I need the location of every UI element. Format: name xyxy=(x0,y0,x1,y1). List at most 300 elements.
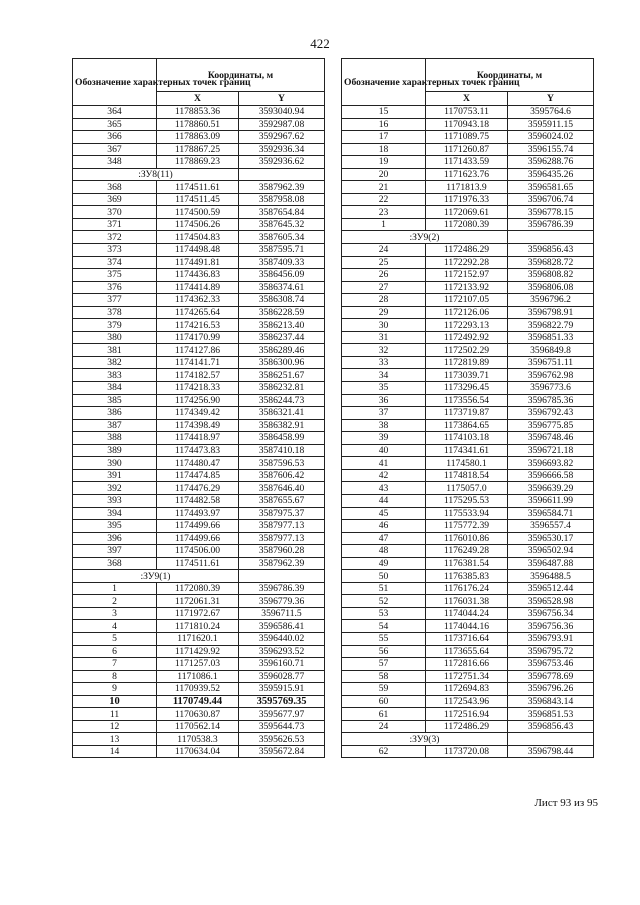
point-number-cell: 43 xyxy=(342,482,426,495)
x-coordinate-cell: 1174436.83 xyxy=(157,269,239,282)
point-number-cell: 46 xyxy=(342,520,426,533)
table-row xyxy=(73,306,325,319)
y-coordinate-cell: 3596792.43 xyxy=(508,407,594,420)
y-coordinate-cell: 3596293.52 xyxy=(239,645,325,658)
x-coordinate-cell: 1174216.53 xyxy=(157,319,239,332)
y-coordinate-cell: 3586289.46 xyxy=(239,344,325,357)
point-number-cell: 5 xyxy=(73,632,157,645)
x-coordinate-cell: 1178863.09 xyxy=(157,131,239,144)
point-number-cell: 24 xyxy=(342,720,426,733)
page-number: 422 xyxy=(310,36,330,51)
header-designation: Обозначение характерных точек границ xyxy=(73,59,157,106)
point-number-cell: 13 xyxy=(73,733,157,746)
table-row xyxy=(342,394,594,407)
table-row xyxy=(73,419,325,432)
table-row xyxy=(342,658,594,671)
point-number-cell: 348 xyxy=(73,156,157,169)
x-coordinate-cell: 1173296.45 xyxy=(426,382,508,395)
y-coordinate-cell: 3587654.84 xyxy=(239,206,325,219)
y-coordinate-cell: 3586237.44 xyxy=(239,331,325,344)
y-coordinate-cell: 3586458.99 xyxy=(239,432,325,445)
y-coordinate-cell: 3596693.82 xyxy=(508,457,594,470)
table-row xyxy=(342,319,594,332)
point-number-cell: 10 xyxy=(73,695,157,708)
coordinates-table-right xyxy=(341,58,594,758)
x-coordinate-cell: 1176031.38 xyxy=(426,595,508,608)
point-number-cell: 366 xyxy=(73,131,157,144)
table-row xyxy=(342,218,594,231)
x-coordinate-cell: 1174170.99 xyxy=(157,331,239,344)
x-coordinate-cell: 1174506.26 xyxy=(157,218,239,231)
header-coordinates: Координаты, м xyxy=(426,59,594,92)
table-row xyxy=(342,745,594,758)
y-coordinate-cell: 3587975.37 xyxy=(239,507,325,520)
point-number-cell: 390 xyxy=(73,457,157,470)
table-row xyxy=(73,658,325,671)
y-coordinate-cell: 3587962.39 xyxy=(239,557,325,570)
y-coordinate-cell: 3592936.62 xyxy=(239,156,325,169)
x-coordinate-cell: 1173719.87 xyxy=(426,407,508,420)
table-row xyxy=(342,482,594,495)
point-number-cell: 14 xyxy=(73,745,157,758)
table-row xyxy=(73,482,325,495)
point-number-cell: 382 xyxy=(73,356,157,369)
point-number-cell: 31 xyxy=(342,331,426,344)
y-coordinate-cell: 3596155.74 xyxy=(508,143,594,156)
table-row xyxy=(73,469,325,482)
table-row xyxy=(73,394,325,407)
point-number-cell: 42 xyxy=(342,469,426,482)
x-coordinate-cell: 1175772.39 xyxy=(426,520,508,533)
y-coordinate-cell: 3596806.08 xyxy=(508,281,594,294)
x-coordinate-cell: 1174414.89 xyxy=(157,281,239,294)
point-number-cell: 28 xyxy=(342,294,426,307)
table-row xyxy=(342,106,594,119)
x-coordinate-cell: 1174511.61 xyxy=(157,181,239,194)
table-row xyxy=(73,507,325,520)
point-number-cell: 374 xyxy=(73,256,157,269)
x-coordinate-cell: 1172694.83 xyxy=(426,683,508,696)
table-row xyxy=(342,595,594,608)
x-coordinate-cell: 1172126.06 xyxy=(426,306,508,319)
x-coordinate-cell: 1174473.83 xyxy=(157,444,239,457)
table-row xyxy=(73,369,325,382)
point-number-cell: 365 xyxy=(73,118,157,131)
point-number-cell: 22 xyxy=(342,193,426,206)
point-number-cell: 396 xyxy=(73,532,157,545)
x-coordinate-cell: 1172069.61 xyxy=(426,206,508,219)
y-coordinate-cell: 3596849.8 xyxy=(508,344,594,357)
table-row xyxy=(73,106,325,119)
x-coordinate-cell: 1171257.03 xyxy=(157,658,239,671)
x-coordinate-cell: 1175057.0 xyxy=(426,482,508,495)
point-number-cell: 58 xyxy=(342,670,426,683)
y-coordinate-cell: 3586213.40 xyxy=(239,319,325,332)
zone-label: :ЗУ8(11) xyxy=(73,168,239,181)
y-coordinate-cell: 3596488.5 xyxy=(508,570,594,583)
x-coordinate-cell: 1170943.18 xyxy=(426,118,508,131)
table-row xyxy=(342,356,594,369)
x-coordinate-cell: 1173716.64 xyxy=(426,632,508,645)
x-coordinate-cell: 1172516.94 xyxy=(426,708,508,721)
x-coordinate-cell: 1174265.64 xyxy=(157,306,239,319)
x-coordinate-cell: 1171086.1 xyxy=(157,670,239,683)
table-row xyxy=(342,444,594,457)
x-coordinate-cell: 1178869.23 xyxy=(157,156,239,169)
table-row xyxy=(342,382,594,395)
table-row xyxy=(73,620,325,633)
x-coordinate-cell: 1174341.61 xyxy=(426,444,508,457)
x-coordinate-cell: 1175295.53 xyxy=(426,494,508,507)
table-row xyxy=(73,407,325,420)
point-number-cell: 62 xyxy=(342,745,426,758)
table-row xyxy=(342,344,594,357)
x-coordinate-cell: 1173556.54 xyxy=(426,394,508,407)
y-coordinate-cell: 3592936.34 xyxy=(239,143,325,156)
x-coordinate-cell: 1172492.92 xyxy=(426,331,508,344)
y-coordinate-cell: 3596435.26 xyxy=(508,168,594,181)
point-number-cell: 3 xyxy=(73,607,157,620)
x-coordinate-cell: 1176176.24 xyxy=(426,582,508,595)
x-coordinate-cell: 1172816.66 xyxy=(426,658,508,671)
point-number-cell: 394 xyxy=(73,507,157,520)
y-coordinate-cell: 3596748.46 xyxy=(508,432,594,445)
y-coordinate-cell: 3596856.43 xyxy=(508,244,594,257)
table-body-right xyxy=(342,106,594,758)
table-row xyxy=(73,319,325,332)
point-number-cell: 370 xyxy=(73,206,157,219)
point-number-cell: 37 xyxy=(342,407,426,420)
x-coordinate-cell: 1172502.29 xyxy=(426,344,508,357)
point-number-cell: 4 xyxy=(73,620,157,633)
x-coordinate-cell: 1174493.97 xyxy=(157,507,239,520)
point-number-cell: 377 xyxy=(73,294,157,307)
point-number-cell: 373 xyxy=(73,244,157,257)
point-number-cell: 20 xyxy=(342,168,426,181)
x-coordinate-cell: 1174480.47 xyxy=(157,457,239,470)
point-number-cell: 391 xyxy=(73,469,157,482)
point-number-cell: 33 xyxy=(342,356,426,369)
y-coordinate-cell: 3587958.08 xyxy=(239,193,325,206)
table-row xyxy=(342,557,594,570)
point-number-cell: 56 xyxy=(342,645,426,658)
table-row xyxy=(73,607,325,620)
x-coordinate-cell: 1178853.36 xyxy=(157,106,239,119)
x-coordinate-cell: 1174044.24 xyxy=(426,607,508,620)
y-coordinate-cell: 3592987.08 xyxy=(239,118,325,131)
y-coordinate-cell: 3595915.91 xyxy=(239,683,325,696)
x-coordinate-cell: 1174103.18 xyxy=(426,432,508,445)
table-row xyxy=(342,206,594,219)
y-coordinate-cell: 3595644.73 xyxy=(239,720,325,733)
x-coordinate-cell: 1170749.44 xyxy=(157,695,239,708)
x-coordinate-cell: 1174499.66 xyxy=(157,532,239,545)
table-row xyxy=(73,557,325,570)
x-coordinate-cell: 1172061.31 xyxy=(157,595,239,608)
x-coordinate-cell: 1171813.9 xyxy=(426,181,508,194)
y-coordinate-cell: 3595672.84 xyxy=(239,745,325,758)
y-coordinate-cell: 3596808.82 xyxy=(508,269,594,282)
y-coordinate-cell: 3596512.44 xyxy=(508,582,594,595)
y-coordinate-cell: 3596528.98 xyxy=(508,595,594,608)
point-number-cell: 379 xyxy=(73,319,157,332)
y-coordinate-cell: 3596502.94 xyxy=(508,545,594,558)
point-number-cell: 2 xyxy=(73,595,157,608)
x-coordinate-cell: 1173864.65 xyxy=(426,419,508,432)
point-number-cell: 385 xyxy=(73,394,157,407)
y-coordinate-cell: 3596793.91 xyxy=(508,632,594,645)
y-coordinate-cell: 3596160.71 xyxy=(239,658,325,671)
point-number-cell: 27 xyxy=(342,281,426,294)
x-coordinate-cell: 1174506.00 xyxy=(157,545,239,558)
y-coordinate-cell: 3596611.99 xyxy=(508,494,594,507)
point-number-cell: 24 xyxy=(342,244,426,257)
x-coordinate-cell: 1171972.67 xyxy=(157,607,239,620)
y-coordinate-cell: 3596785.36 xyxy=(508,394,594,407)
x-coordinate-cell: 1174398.49 xyxy=(157,419,239,432)
table-row xyxy=(342,469,594,482)
x-coordinate-cell: 1174141.71 xyxy=(157,356,239,369)
table-row xyxy=(342,281,594,294)
x-coordinate-cell: 1172293.13 xyxy=(426,319,508,332)
point-number-cell: 375 xyxy=(73,269,157,282)
table-row xyxy=(342,369,594,382)
table-row xyxy=(342,607,594,620)
table-row xyxy=(342,683,594,696)
y-coordinate-cell: 3596828.72 xyxy=(508,256,594,269)
y-coordinate-cell: 3596440.02 xyxy=(239,632,325,645)
x-coordinate-cell: 1174256.90 xyxy=(157,394,239,407)
x-coordinate-cell: 1171429.92 xyxy=(157,645,239,658)
table-row xyxy=(73,269,325,282)
y-coordinate-cell: 3587646.40 xyxy=(239,482,325,495)
point-number-cell: 61 xyxy=(342,708,426,721)
x-coordinate-cell: 1172107.05 xyxy=(426,294,508,307)
point-number-cell: 380 xyxy=(73,331,157,344)
x-coordinate-cell: 1176381.54 xyxy=(426,557,508,570)
table-row xyxy=(73,582,325,595)
table-row xyxy=(342,457,594,470)
y-coordinate-cell: 3596751.11 xyxy=(508,356,594,369)
table-row xyxy=(73,695,325,708)
table-row xyxy=(73,670,325,683)
x-coordinate-cell: 1170753.11 xyxy=(426,106,508,119)
table-row xyxy=(73,745,325,758)
y-coordinate-cell: 3596786.39 xyxy=(239,582,325,595)
x-coordinate-cell: 1174499.66 xyxy=(157,520,239,533)
zone-label: :ЗУ9(1) xyxy=(73,570,239,583)
x-coordinate-cell: 1171976.33 xyxy=(426,193,508,206)
header-designation: Обозначение характерных точек границ xyxy=(342,59,426,106)
x-coordinate-cell: 1170630.87 xyxy=(157,708,239,721)
y-coordinate-cell: 3596581.65 xyxy=(508,181,594,194)
y-coordinate-cell: 3596530.17 xyxy=(508,532,594,545)
x-coordinate-cell: 1174218.33 xyxy=(157,382,239,395)
table-row xyxy=(73,131,325,144)
zone-label: :ЗУ9(3) xyxy=(342,733,508,746)
point-number-cell: 52 xyxy=(342,595,426,608)
y-coordinate-cell: 3596775.85 xyxy=(508,419,594,432)
x-coordinate-cell: 1171620.1 xyxy=(157,632,239,645)
table-row xyxy=(73,532,325,545)
table-row xyxy=(73,708,325,721)
y-coordinate-cell: 3586300.96 xyxy=(239,356,325,369)
x-coordinate-cell: 1170634.04 xyxy=(157,745,239,758)
table-row xyxy=(342,131,594,144)
point-number-cell: 369 xyxy=(73,193,157,206)
table-row xyxy=(342,545,594,558)
x-coordinate-cell: 1174504.83 xyxy=(157,231,239,244)
y-coordinate-cell: 3586228.59 xyxy=(239,306,325,319)
y-coordinate-cell: 3596584.71 xyxy=(508,507,594,520)
y-coordinate-cell: 3587606.42 xyxy=(239,469,325,482)
y-coordinate-cell: 3595626.53 xyxy=(239,733,325,746)
point-number-cell: 45 xyxy=(342,507,426,520)
empty-cell xyxy=(239,570,325,583)
y-coordinate-cell: 3595764.6 xyxy=(508,106,594,119)
y-coordinate-cell: 3596796.2 xyxy=(508,294,594,307)
zone-row xyxy=(342,733,594,746)
header-y: Y xyxy=(508,92,594,106)
table-row xyxy=(73,494,325,507)
point-number-cell: 53 xyxy=(342,607,426,620)
y-coordinate-cell: 3596721.18 xyxy=(508,444,594,457)
x-coordinate-cell: 1171810.24 xyxy=(157,620,239,633)
x-coordinate-cell: 1171623.76 xyxy=(426,168,508,181)
point-number-cell: 59 xyxy=(342,683,426,696)
y-coordinate-cell: 3587410.18 xyxy=(239,444,325,457)
x-coordinate-cell: 1173720.08 xyxy=(426,745,508,758)
point-number-cell: 367 xyxy=(73,143,157,156)
point-number-cell: 34 xyxy=(342,369,426,382)
table-row xyxy=(73,382,325,395)
point-number-cell: 372 xyxy=(73,231,157,244)
table-row xyxy=(342,156,594,169)
header-x: X xyxy=(157,92,239,106)
y-coordinate-cell: 3596024.02 xyxy=(508,131,594,144)
y-coordinate-cell: 3587977.13 xyxy=(239,532,325,545)
y-coordinate-cell: 3596773.6 xyxy=(508,382,594,395)
x-coordinate-cell: 1172133.92 xyxy=(426,281,508,294)
y-coordinate-cell: 3596756.36 xyxy=(508,620,594,633)
y-coordinate-cell: 3596666.58 xyxy=(508,469,594,482)
y-coordinate-cell: 3596851.53 xyxy=(508,708,594,721)
y-coordinate-cell: 3596798.44 xyxy=(508,745,594,758)
point-number-cell: 44 xyxy=(342,494,426,507)
point-number-cell: 25 xyxy=(342,256,426,269)
y-coordinate-cell: 3596786.39 xyxy=(508,218,594,231)
x-coordinate-cell: 1174182.57 xyxy=(157,369,239,382)
table-row xyxy=(342,306,594,319)
y-coordinate-cell: 3596639.29 xyxy=(508,482,594,495)
x-coordinate-cell: 1172292.28 xyxy=(426,256,508,269)
table-row xyxy=(342,670,594,683)
table-row xyxy=(73,331,325,344)
x-coordinate-cell: 1174418.97 xyxy=(157,432,239,445)
x-coordinate-cell: 1176010.86 xyxy=(426,532,508,545)
point-number-cell: 18 xyxy=(342,143,426,156)
header-coordinates: Координаты, м xyxy=(157,59,325,92)
y-coordinate-cell: 3596796.26 xyxy=(508,683,594,696)
y-coordinate-cell: 3586374.61 xyxy=(239,281,325,294)
y-coordinate-cell: 3596843.14 xyxy=(508,695,594,708)
zone-row xyxy=(342,231,594,244)
point-number-cell: 38 xyxy=(342,419,426,432)
table-row xyxy=(342,582,594,595)
table-row xyxy=(73,733,325,746)
x-coordinate-cell: 1172486.29 xyxy=(426,244,508,257)
y-coordinate-cell: 3596822.79 xyxy=(508,319,594,332)
y-coordinate-cell: 3596753.46 xyxy=(508,658,594,671)
point-number-cell: 376 xyxy=(73,281,157,294)
table-row xyxy=(73,444,325,457)
y-coordinate-cell: 3595769.35 xyxy=(239,695,325,708)
table-row xyxy=(73,206,325,219)
table-row xyxy=(73,256,325,269)
table-row xyxy=(342,620,594,633)
point-number-cell: 393 xyxy=(73,494,157,507)
x-coordinate-cell: 1174482.58 xyxy=(157,494,239,507)
y-coordinate-cell: 3586251.67 xyxy=(239,369,325,382)
table-row xyxy=(342,532,594,545)
point-number-cell: 17 xyxy=(342,131,426,144)
x-coordinate-cell: 1174500.59 xyxy=(157,206,239,219)
table-row xyxy=(342,256,594,269)
table-row xyxy=(342,494,594,507)
point-number-cell: 383 xyxy=(73,369,157,382)
table-row xyxy=(73,457,325,470)
point-number-cell: 8 xyxy=(73,670,157,683)
table-row xyxy=(73,294,325,307)
y-coordinate-cell: 3586232.81 xyxy=(239,382,325,395)
table-row xyxy=(342,407,594,420)
x-coordinate-cell: 1174127.86 xyxy=(157,344,239,357)
y-coordinate-cell: 3596798.91 xyxy=(508,306,594,319)
x-coordinate-cell: 1172152.97 xyxy=(426,269,508,282)
point-number-cell: 388 xyxy=(73,432,157,445)
point-number-cell: 11 xyxy=(73,708,157,721)
table-row xyxy=(342,244,594,257)
point-number-cell: 60 xyxy=(342,695,426,708)
point-number-cell: 54 xyxy=(342,620,426,633)
x-coordinate-cell: 1175533.94 xyxy=(426,507,508,520)
point-number-cell: 381 xyxy=(73,344,157,357)
y-coordinate-cell: 3596288.76 xyxy=(508,156,594,169)
x-coordinate-cell: 1172080.39 xyxy=(426,218,508,231)
point-number-cell: 55 xyxy=(342,632,426,645)
point-number-cell: 32 xyxy=(342,344,426,357)
table-row xyxy=(342,168,594,181)
point-number-cell: 19 xyxy=(342,156,426,169)
x-coordinate-cell: 1170939.52 xyxy=(157,683,239,696)
point-number-cell: 48 xyxy=(342,545,426,558)
point-number-cell: 392 xyxy=(73,482,157,495)
y-coordinate-cell: 3596856.43 xyxy=(508,720,594,733)
x-coordinate-cell: 1171260.87 xyxy=(426,143,508,156)
y-coordinate-cell: 3586456.09 xyxy=(239,269,325,282)
header-x: X xyxy=(426,92,508,106)
table-row xyxy=(73,683,325,696)
y-coordinate-cell: 3596762.98 xyxy=(508,369,594,382)
table-row xyxy=(73,520,325,533)
table-row xyxy=(342,520,594,533)
point-number-cell: 395 xyxy=(73,520,157,533)
table-row xyxy=(342,143,594,156)
y-coordinate-cell: 3595677.97 xyxy=(239,708,325,721)
x-coordinate-cell: 1174491.81 xyxy=(157,256,239,269)
table-row xyxy=(73,143,325,156)
y-coordinate-cell: 3587595.71 xyxy=(239,244,325,257)
